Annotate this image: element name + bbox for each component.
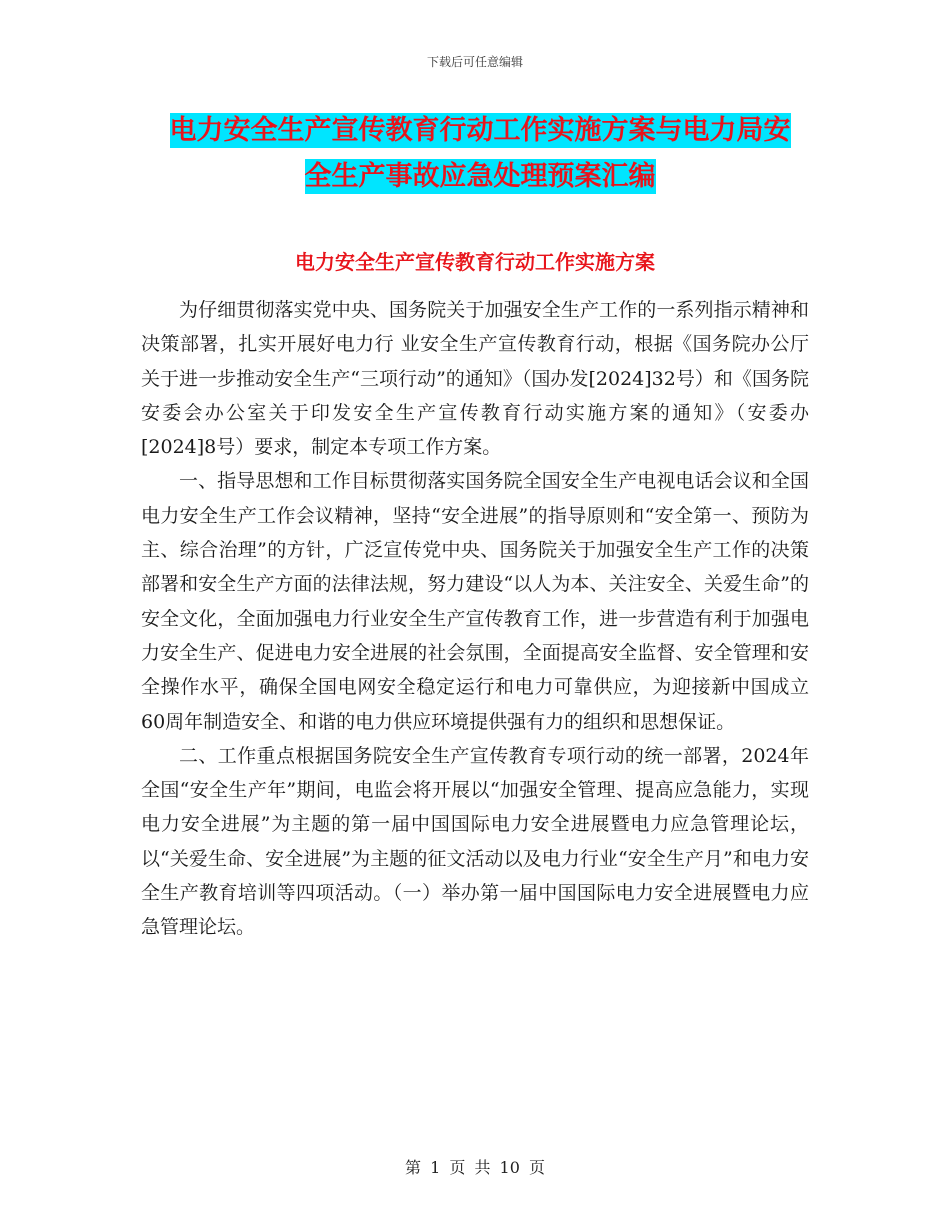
page-number-footer: 第 1 页 共 10 页 — [405, 1158, 545, 1177]
main-title-line-2: 全生产事故应急处理预案汇编 — [304, 161, 656, 192]
paragraph-intro: 为仔细贯彻落实党中央、国务院关于加强安全生产工作的一系列指示精神和决策部署，扎实开展好电力行 业安全生产宣传教育行动，根据《国务院办公厅关于进一步推动安全生产“三项行动”的通知》（国办发[2024]32号）和《国务院安委会办公室关于印发安全生产宣传教育行动实施方案的通知》（安委办[2024]8号）要求，制定本专项工作方案。 — [141, 299, 809, 459]
section-title: 电力安全生产宣传教育行动工作实施方案 — [295, 250, 655, 274]
document-main-title — [140, 108, 820, 200]
paragraph-work-focus: 二、工作重点根据国务院安全生产宣传教育专项行动的统一部署，2024年全国“安全生产年”期间，电监会将开展以“加强安全管理、提高应急能力，实现电力安全进展”为主题的第一届中国国际电力安全进展暨电力应急管理论坛，以“关爱生命、安全进展”为主题的征文活动以及电力行业“安全生产月”和电力安全生产教育培训等四项活动。（一）举办第一届中国国际电力安全进展暨电力应急管理论坛。 — [141, 744, 809, 939]
paragraph-guiding-ideology: 一、指导思想和工作目标贯彻落实国务院全国安全生产电视电话会议和全国电力安全生产工作会议精神，坚持“安全进展”的指导原则和“安全第一、预防为主、综合治理”的方针，广泛宣传党中央、国务院关于加强安全生产工作的决策部署和安全生产方面的法律法规，努力建设“以人为本、关注安全、关爱生命”的安全文化，全面加强电力行业安全生产宣传教育工作，进一步营造有利于加强电力安全生产、促进电力安全进展的社会氛围，全面提高安全监督、安全管理和安全操作水平，确保全国电网安全稳定运行和电力可靠供应，为迎接新中国成立60周年制造安全、和谐的电力供应环境提供强有力的组织和思想保证。 — [141, 470, 809, 733]
main-title-line-1: 电力安全生产宣传教育行动工作实施方案与电力局安 — [169, 115, 791, 146]
page-header: 下载后可任意编辑 — [426, 55, 523, 69]
document-body — [141, 293, 809, 945]
